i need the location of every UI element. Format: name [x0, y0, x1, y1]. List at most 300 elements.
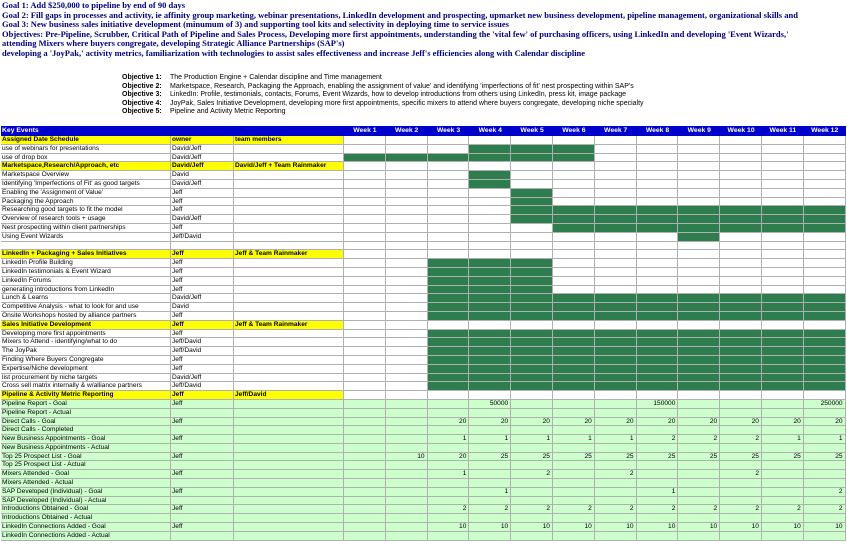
week-cell[interactable]: 20 — [762, 418, 804, 427]
week-cell[interactable] — [511, 514, 553, 523]
week-cell[interactable] — [595, 391, 637, 400]
gantt-bar-cell[interactable] — [762, 303, 804, 312]
week-cell[interactable] — [720, 400, 762, 409]
week-cell[interactable] — [595, 233, 637, 242]
week-cell[interactable] — [553, 479, 595, 488]
gantt-bar-cell[interactable] — [553, 215, 595, 224]
week-cell[interactable] — [386, 418, 428, 427]
week-cell[interactable] — [344, 435, 386, 444]
week-cell[interactable] — [344, 259, 386, 268]
week-cell[interactable]: 1 — [511, 435, 553, 444]
week-cell[interactable] — [386, 444, 428, 453]
week-cell[interactable]: 20 — [428, 453, 470, 462]
week-cell[interactable] — [762, 409, 804, 418]
week-cell[interactable] — [344, 461, 386, 470]
notes-cell[interactable] — [234, 286, 344, 295]
week-cell[interactable] — [637, 154, 679, 163]
week-cell[interactable] — [637, 514, 679, 523]
gantt-bar-cell[interactable] — [637, 365, 679, 374]
week-cell[interactable] — [804, 514, 846, 523]
week-cell[interactable] — [469, 321, 511, 330]
week-cell[interactable] — [720, 321, 762, 330]
week-cell[interactable] — [553, 470, 595, 479]
gantt-bar-cell[interactable] — [762, 382, 804, 391]
week-cell[interactable]: 20 — [637, 418, 679, 427]
week-cell[interactable] — [678, 162, 720, 171]
week-cell[interactable] — [553, 198, 595, 207]
week-cell[interactable] — [595, 198, 637, 207]
week-cell[interactable] — [595, 426, 637, 435]
week-cell[interactable]: 10 — [720, 523, 762, 532]
owner-cell[interactable]: Jeff/David — [171, 382, 234, 391]
week-cell[interactable]: 2 — [553, 505, 595, 514]
week-cell[interactable] — [428, 426, 470, 435]
week-cell[interactable]: 10 — [762, 523, 804, 532]
notes-cell[interactable] — [234, 435, 344, 444]
week-cell[interactable] — [511, 136, 553, 145]
gantt-bar-cell[interactable] — [511, 277, 553, 286]
gantt-bar-cell[interactable] — [720, 356, 762, 365]
gantt-bar-cell[interactable] — [511, 154, 553, 163]
week-cell[interactable] — [344, 215, 386, 224]
week-cell[interactable]: 20 — [804, 418, 846, 427]
week-cell[interactable] — [720, 426, 762, 435]
week-cell[interactable] — [678, 154, 720, 163]
gantt-bar-cell[interactable] — [804, 330, 846, 339]
week-cell[interactable] — [678, 479, 720, 488]
week-cell[interactable] — [762, 400, 804, 409]
week-cell[interactable] — [344, 206, 386, 215]
week-cell[interactable] — [344, 514, 386, 523]
week-cell[interactable] — [762, 171, 804, 180]
owner-cell[interactable]: Jeff — [171, 277, 234, 286]
week-cell[interactable] — [386, 242, 428, 251]
gantt-bar-cell[interactable] — [469, 294, 511, 303]
week-cell[interactable] — [428, 215, 470, 224]
week-cell[interactable] — [720, 444, 762, 453]
gantt-bar-cell[interactable] — [804, 347, 846, 356]
notes-cell[interactable] — [234, 154, 344, 163]
week-cell[interactable] — [386, 488, 428, 497]
week-cell[interactable] — [553, 189, 595, 198]
owner-cell[interactable]: David — [171, 171, 234, 180]
week-cell[interactable] — [720, 242, 762, 251]
week-cell[interactable] — [386, 145, 428, 154]
gantt-bar-cell[interactable] — [428, 330, 470, 339]
week-cell[interactable] — [762, 162, 804, 171]
week-cell[interactable] — [553, 250, 595, 259]
week-cell[interactable] — [804, 145, 846, 154]
owner-cell[interactable]: David/Jeff — [171, 374, 234, 383]
gantt-bar-cell[interactable] — [595, 312, 637, 321]
gantt-bar-cell[interactable] — [762, 224, 804, 233]
gantt-bar-cell[interactable] — [553, 347, 595, 356]
gantt-bar-cell[interactable] — [678, 374, 720, 383]
week-cell[interactable] — [428, 189, 470, 198]
week-cell[interactable] — [637, 470, 679, 479]
gantt-bar-cell[interactable] — [804, 294, 846, 303]
week-cell[interactable] — [720, 250, 762, 259]
week-cell[interactable] — [469, 162, 511, 171]
week-cell[interactable] — [344, 409, 386, 418]
week-cell[interactable]: 2 — [595, 470, 637, 479]
week-cell[interactable] — [637, 242, 679, 251]
week-cell[interactable] — [386, 206, 428, 215]
event-cell[interactable]: Pipeline Report - Actual — [1, 409, 171, 418]
gantt-bar-cell[interactable] — [804, 382, 846, 391]
gantt-bar-cell[interactable] — [720, 303, 762, 312]
week-cell[interactable]: 25 — [595, 453, 637, 462]
week-cell[interactable] — [469, 250, 511, 259]
gantt-bar-cell[interactable] — [428, 286, 470, 295]
owner-cell[interactable]: Jeff — [171, 250, 234, 259]
week-cell[interactable]: 10 — [595, 523, 637, 532]
owner-cell[interactable]: Jeff — [171, 312, 234, 321]
notes-cell[interactable] — [234, 242, 344, 251]
gantt-bar-cell[interactable] — [678, 347, 720, 356]
week-cell[interactable] — [720, 268, 762, 277]
week-cell[interactable] — [386, 338, 428, 347]
week-cell[interactable] — [678, 136, 720, 145]
gantt-bar-cell[interactable] — [469, 356, 511, 365]
notes-cell[interactable] — [234, 426, 344, 435]
week-header-10[interactable]: Week 10 — [720, 126, 762, 136]
gantt-bar-cell[interactable] — [804, 374, 846, 383]
week-cell[interactable] — [386, 312, 428, 321]
week-cell[interactable] — [637, 532, 679, 541]
gantt-bar-cell[interactable] — [428, 347, 470, 356]
week-cell[interactable] — [637, 321, 679, 330]
notes-cell[interactable] — [234, 338, 344, 347]
event-cell[interactable]: Direct Calls - Goal — [1, 418, 171, 427]
week-cell[interactable] — [637, 136, 679, 145]
owner-cell[interactable] — [171, 409, 234, 418]
week-cell[interactable] — [344, 444, 386, 453]
event-cell[interactable]: Using Event Wizards — [1, 233, 171, 242]
week-cell[interactable] — [678, 250, 720, 259]
week-cell[interactable] — [344, 145, 386, 154]
week-cell[interactable] — [386, 505, 428, 514]
event-cell[interactable]: list procurement by niche targets — [1, 374, 171, 383]
notes-cell[interactable] — [234, 330, 344, 339]
week-cell[interactable] — [344, 233, 386, 242]
event-cell[interactable]: Top 25 Prospect List - Goal — [1, 453, 171, 462]
week-cell[interactable] — [762, 444, 804, 453]
week-cell[interactable] — [678, 488, 720, 497]
week-cell[interactable] — [762, 136, 804, 145]
week-cell[interactable] — [344, 303, 386, 312]
notes-cell[interactable] — [234, 347, 344, 356]
gantt-bar-cell[interactable] — [511, 312, 553, 321]
week-cell[interactable] — [428, 206, 470, 215]
gantt-bar-cell[interactable] — [637, 347, 679, 356]
gantt-bar-cell[interactable] — [720, 338, 762, 347]
gantt-bar-cell[interactable] — [428, 312, 470, 321]
notes-cell[interactable]: Jeff & Team Rainmaker — [234, 321, 344, 330]
gantt-bar-cell[interactable] — [386, 154, 428, 163]
gantt-bar-cell[interactable] — [469, 171, 511, 180]
week-cell[interactable] — [720, 277, 762, 286]
week-cell[interactable] — [553, 162, 595, 171]
week-cell[interactable] — [511, 461, 553, 470]
gantt-bar-cell[interactable] — [511, 198, 553, 207]
gantt-bar-cell[interactable] — [469, 338, 511, 347]
gantt-bar-cell[interactable] — [595, 303, 637, 312]
notes-cell[interactable] — [234, 444, 344, 453]
event-cell[interactable]: Overview of research tools + usage — [1, 215, 171, 224]
notes-cell[interactable] — [234, 277, 344, 286]
gantt-bar-cell[interactable] — [804, 215, 846, 224]
owner-cell[interactable]: Jeff — [171, 505, 234, 514]
week-cell[interactable] — [344, 338, 386, 347]
notes-cell[interactable] — [234, 409, 344, 418]
owner-cell[interactable]: Jeff — [171, 330, 234, 339]
week-cell[interactable] — [511, 250, 553, 259]
gantt-bar-cell[interactable] — [762, 347, 804, 356]
week-cell[interactable] — [469, 224, 511, 233]
week-cell[interactable] — [386, 523, 428, 532]
notes-cell[interactable] — [234, 206, 344, 215]
gantt-bar-cell[interactable] — [511, 338, 553, 347]
week-cell[interactable] — [678, 409, 720, 418]
owner-cell[interactable]: Jeff — [171, 224, 234, 233]
week-cell[interactable] — [720, 391, 762, 400]
week-cell[interactable]: 25 — [553, 453, 595, 462]
gantt-bar-cell[interactable] — [511, 215, 553, 224]
gantt-bar-cell[interactable] — [678, 330, 720, 339]
week-cell[interactable]: 2 — [804, 505, 846, 514]
gantt-bar-cell[interactable] — [553, 365, 595, 374]
week-cell[interactable]: 2 — [720, 470, 762, 479]
week-cell[interactable] — [678, 400, 720, 409]
week-cell[interactable] — [762, 268, 804, 277]
week-cell[interactable] — [720, 259, 762, 268]
owner-cell[interactable] — [171, 426, 234, 435]
week-cell[interactable] — [428, 444, 470, 453]
gantt-bar-cell[interactable] — [637, 215, 679, 224]
gantt-bar-cell[interactable] — [637, 303, 679, 312]
week-cell[interactable] — [762, 250, 804, 259]
week-cell[interactable] — [762, 488, 804, 497]
week-cell[interactable] — [553, 426, 595, 435]
week-cell[interactable] — [511, 497, 553, 506]
week-cell[interactable] — [344, 224, 386, 233]
owner-cell[interactable] — [171, 444, 234, 453]
week-cell[interactable] — [344, 180, 386, 189]
notes-cell[interactable] — [234, 294, 344, 303]
gantt-bar-cell[interactable] — [469, 330, 511, 339]
week-cell[interactable] — [386, 198, 428, 207]
week-cell[interactable] — [637, 286, 679, 295]
week-cell[interactable] — [344, 488, 386, 497]
owner-cell[interactable]: David — [171, 303, 234, 312]
week-cell[interactable] — [511, 391, 553, 400]
week-cell[interactable] — [804, 321, 846, 330]
owner-cell[interactable]: Jeff — [171, 453, 234, 462]
week-cell[interactable] — [595, 321, 637, 330]
gantt-bar-cell[interactable] — [511, 347, 553, 356]
week-cell[interactable] — [344, 453, 386, 462]
gantt-bar-cell[interactable] — [553, 382, 595, 391]
key-events-header[interactable]: Key Events — [1, 126, 171, 136]
gantt-bar-cell[interactable] — [428, 365, 470, 374]
week-cell[interactable] — [469, 409, 511, 418]
owner-cell[interactable]: Jeff — [171, 488, 234, 497]
week-cell[interactable] — [720, 488, 762, 497]
week-cell[interactable] — [386, 409, 428, 418]
week-cell[interactable] — [762, 497, 804, 506]
gantt-bar-cell[interactable] — [469, 382, 511, 391]
week-header-1[interactable]: Week 1 — [344, 126, 386, 136]
week-cell[interactable] — [511, 479, 553, 488]
week-header-7[interactable]: Week 7 — [595, 126, 637, 136]
gantt-bar-cell[interactable] — [720, 347, 762, 356]
week-cell[interactable] — [469, 497, 511, 506]
week-cell[interactable] — [428, 162, 470, 171]
week-cell[interactable]: 20 — [678, 418, 720, 427]
week-cell[interactable]: 10 — [637, 523, 679, 532]
week-cell[interactable] — [469, 136, 511, 145]
notes-cell[interactable] — [234, 145, 344, 154]
event-cell[interactable]: Lunch & Learns — [1, 294, 171, 303]
week-cell[interactable] — [553, 461, 595, 470]
gantt-bar-cell[interactable] — [428, 374, 470, 383]
week-cell[interactable] — [344, 479, 386, 488]
week-cell[interactable] — [595, 444, 637, 453]
week-cell[interactable] — [469, 198, 511, 207]
week-cell[interactable] — [804, 426, 846, 435]
week-cell[interactable]: 20 — [720, 418, 762, 427]
event-cell[interactable]: generating introductions from LinkedIn — [1, 286, 171, 295]
week-cell[interactable] — [720, 514, 762, 523]
week-cell[interactable] — [511, 321, 553, 330]
week-cell[interactable] — [469, 514, 511, 523]
week-cell[interactable] — [595, 400, 637, 409]
week-cell[interactable] — [804, 268, 846, 277]
week-cell[interactable]: 2 — [637, 505, 679, 514]
week-cell[interactable] — [553, 286, 595, 295]
gantt-bar-cell[interactable] — [678, 206, 720, 215]
week-cell[interactable] — [720, 145, 762, 154]
gantt-bar-cell[interactable] — [637, 312, 679, 321]
owner-header[interactable] — [171, 126, 234, 136]
week-cell[interactable] — [469, 470, 511, 479]
week-cell[interactable] — [804, 391, 846, 400]
week-cell[interactable] — [553, 532, 595, 541]
gantt-bar-cell[interactable] — [469, 312, 511, 321]
week-header-2[interactable]: Week 2 — [386, 126, 428, 136]
gantt-bar-cell[interactable] — [595, 347, 637, 356]
notes-cell[interactable]: Jeff & Team Rainmaker — [234, 250, 344, 259]
week-cell[interactable] — [344, 268, 386, 277]
week-cell[interactable] — [637, 391, 679, 400]
week-cell[interactable] — [511, 532, 553, 541]
week-cell[interactable]: 1 — [637, 488, 679, 497]
gantt-bar-cell[interactable] — [511, 382, 553, 391]
week-cell[interactable] — [678, 426, 720, 435]
gantt-bar-cell[interactable] — [428, 294, 470, 303]
week-cell[interactable] — [469, 426, 511, 435]
week-cell[interactable] — [762, 189, 804, 198]
week-cell[interactable] — [428, 198, 470, 207]
event-cell[interactable]: Finding Where Buyers Congregate — [1, 356, 171, 365]
event-cell[interactable]: Direct Calls - Completed — [1, 426, 171, 435]
gantt-bar-cell[interactable] — [511, 286, 553, 295]
week-cell[interactable] — [595, 479, 637, 488]
week-cell[interactable] — [386, 356, 428, 365]
week-cell[interactable] — [344, 382, 386, 391]
week-cell[interactable] — [762, 233, 804, 242]
gantt-bar-cell[interactable] — [762, 330, 804, 339]
event-cell[interactable]: The JoyPak — [1, 347, 171, 356]
week-cell[interactable] — [344, 321, 386, 330]
week-cell[interactable] — [720, 497, 762, 506]
week-cell[interactable] — [553, 321, 595, 330]
week-cell[interactable] — [720, 189, 762, 198]
gantt-bar-cell[interactable] — [595, 382, 637, 391]
week-cell[interactable] — [553, 136, 595, 145]
week-cell[interactable] — [804, 250, 846, 259]
week-cell[interactable] — [637, 162, 679, 171]
gantt-bar-cell[interactable] — [428, 382, 470, 391]
week-cell[interactable] — [386, 426, 428, 435]
week-cell[interactable]: 10 — [511, 523, 553, 532]
week-cell[interactable] — [428, 400, 470, 409]
owner-cell[interactable]: Jeff — [171, 523, 234, 532]
week-cell[interactable] — [804, 189, 846, 198]
week-cell[interactable] — [595, 259, 637, 268]
owner-cell[interactable]: Jeff — [171, 470, 234, 479]
week-cell[interactable] — [637, 233, 679, 242]
gantt-bar-cell[interactable] — [678, 233, 720, 242]
week-cell[interactable] — [386, 514, 428, 523]
week-cell[interactable] — [553, 233, 595, 242]
week-cell[interactable] — [511, 233, 553, 242]
week-cell[interactable] — [762, 532, 804, 541]
week-cell[interactable] — [344, 277, 386, 286]
gantt-bar-cell[interactable] — [720, 365, 762, 374]
notes-cell[interactable] — [234, 259, 344, 268]
week-cell[interactable] — [762, 514, 804, 523]
gantt-bar-cell[interactable] — [553, 154, 595, 163]
owner-cell[interactable]: Jeff/David — [171, 347, 234, 356]
week-cell[interactable] — [804, 497, 846, 506]
week-cell[interactable] — [637, 250, 679, 259]
notes-cell[interactable] — [234, 523, 344, 532]
event-cell[interactable]: LinkedIn Connections Added - Actual — [1, 532, 171, 541]
week-cell[interactable] — [511, 180, 553, 189]
week-cell[interactable]: 25 — [511, 453, 553, 462]
event-cell[interactable]: Top 25 Prospect List - Actual — [1, 461, 171, 470]
week-cell[interactable] — [637, 180, 679, 189]
notes-cell[interactable] — [234, 479, 344, 488]
gantt-bar-cell[interactable] — [553, 145, 595, 154]
event-cell[interactable]: Onsite Workshops hosted by alliance partners — [1, 312, 171, 321]
week-cell[interactable] — [511, 242, 553, 251]
owner-cell[interactable]: Jeff — [171, 206, 234, 215]
week-cell[interactable] — [386, 532, 428, 541]
week-cell[interactable]: 10 — [386, 453, 428, 462]
gantt-bar-cell[interactable] — [762, 356, 804, 365]
week-cell[interactable] — [386, 365, 428, 374]
week-cell[interactable] — [678, 497, 720, 506]
gantt-bar-cell[interactable] — [720, 294, 762, 303]
week-cell[interactable] — [469, 461, 511, 470]
week-cell[interactable] — [595, 532, 637, 541]
gantt-bar-cell[interactable] — [720, 330, 762, 339]
week-cell[interactable]: 1 — [595, 435, 637, 444]
week-cell[interactable]: 10 — [428, 523, 470, 532]
